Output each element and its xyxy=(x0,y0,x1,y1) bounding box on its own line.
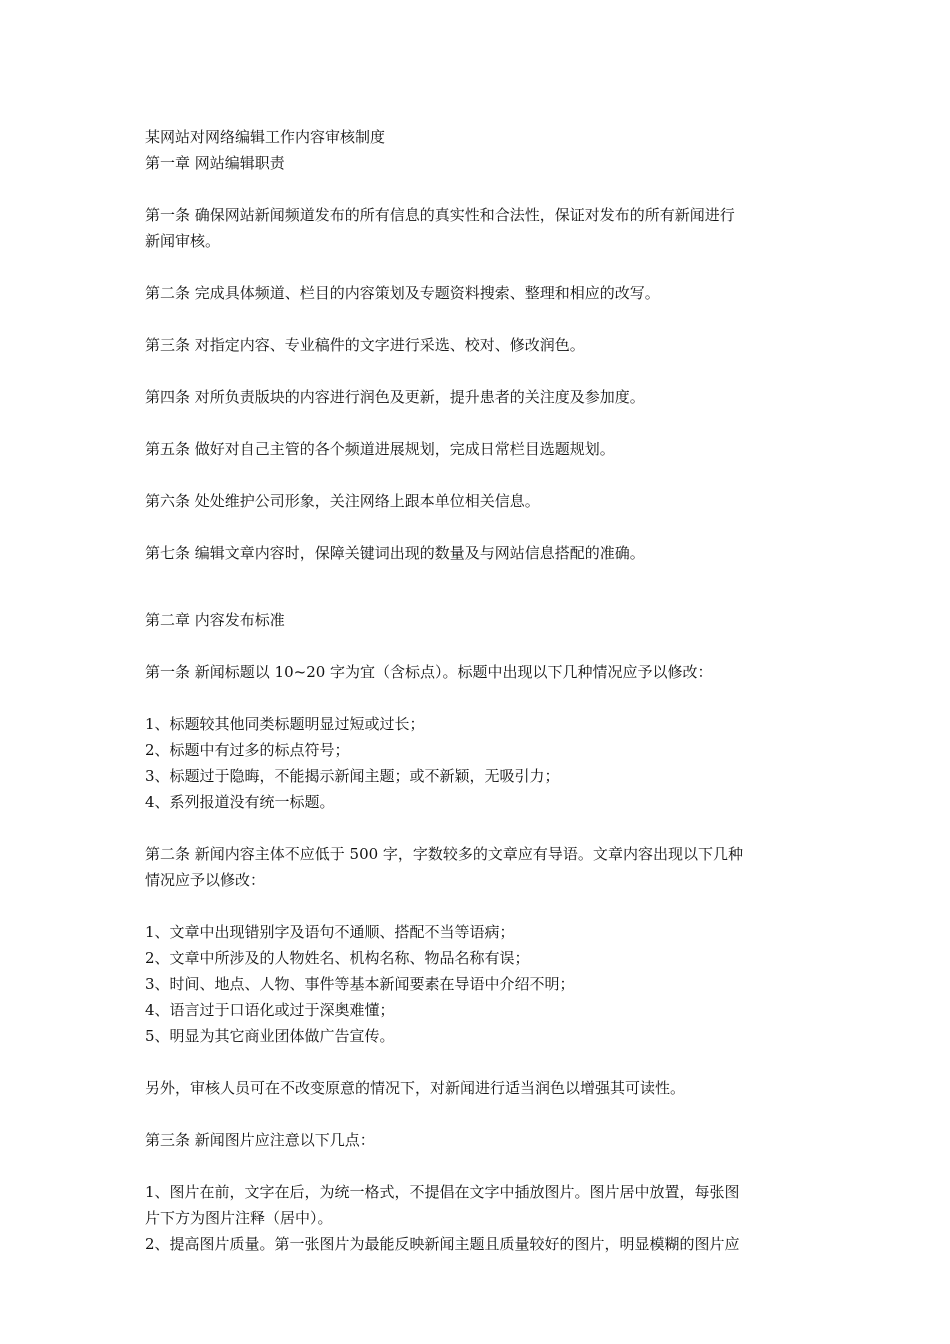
ch2-article-3-list xyxy=(145,1179,813,1257)
list-item: 1、文章中出现错别字及语句不通顺、搭配不当等语病； xyxy=(145,923,515,941)
ch1-article-5: 第五条 做好对自己主管的各个频道进展规划，完成日常栏目选题规划。 xyxy=(145,440,615,458)
list-item-continued: 片下方为图片注释（居中）。 xyxy=(145,1209,333,1227)
ch2-article-1-list xyxy=(145,711,813,815)
ch2-article-2-line-1: 第二条 新闻内容主体不应低于 500 字，字数较多的文章应有导语。文章内容出现以下几种 xyxy=(145,845,743,863)
list-item: 5、明显为其它商业团体做广告宣传。 xyxy=(145,1027,395,1045)
ch1-article-4: 第四条 对所负责版块的内容进行润色及更新，提升患者的关注度及参加度。 xyxy=(145,388,645,406)
list-item: 2、文章中所涉及的人物姓名、机构名称、物品名称有误； xyxy=(145,949,530,967)
ch1-article-1-line-1: 第一条 确保网站新闻频道发布的所有信息的真实性和合法性，保证对发布的所有新闻进行 xyxy=(145,206,735,224)
document-page xyxy=(145,124,813,1257)
chapter-1-heading: 第一章 网站编辑职责 xyxy=(145,154,285,172)
ch1-article-6: 第六条 处处维护公司形象，关注网络上跟本单位相关信息。 xyxy=(145,492,540,510)
list-item: 2、提高图片质量。第一张图片为最能反映新闻主题且质量较好的图片，明显模糊的图片应 xyxy=(145,1235,740,1253)
chapter-2-heading: 第二章 内容发布标准 xyxy=(145,611,285,629)
ch2-article-2-line-2: 情况应予以修改： xyxy=(145,871,266,889)
list-item: 3、标题过于隐晦，不能揭示新闻主题；或不新颖，无吸引力； xyxy=(145,767,560,785)
ch1-article-1-line-2: 新闻审核。 xyxy=(145,232,221,250)
list-item: 4、系列报道没有统一标题。 xyxy=(145,793,335,811)
list-item: 3、时间、地点、人物、事件等基本新闻要素在导语中介绍不明； xyxy=(145,975,575,993)
ch1-article-2: 第二条 完成具体频道、栏目的内容策划及专题资料搜索、整理和相应的改写。 xyxy=(145,284,660,302)
ch2-article-3: 第三条 新闻图片应注意以下几点： xyxy=(145,1131,375,1149)
list-item: 1、标题较其他同类标题明显过短或过长； xyxy=(145,715,425,733)
ch2-article-1: 第一条 新闻标题以 10~20 字为宜（含标点）。标题中出现以下几种情况应予以修改： xyxy=(145,663,713,681)
ch2-note: 另外，审核人员可在不改变原意的情况下，对新闻进行适当润色以增强其可读性。 xyxy=(145,1079,686,1097)
ch1-article-1 xyxy=(145,202,813,254)
list-item: 2、标题中有过多的标点符号； xyxy=(145,741,350,759)
ch2-article-2-list xyxy=(145,919,813,1049)
ch2-article-2 xyxy=(145,841,813,893)
ch1-article-7: 第七条 编辑文章内容时，保障关键词出现的数量及与网站信息搭配的准确。 xyxy=(145,544,645,562)
list-item: 1、图片在前，文字在后，为统一格式，不提倡在文字中插放图片。图片居中放置，每张图 xyxy=(145,1183,740,1201)
document-title: 某网站对网络编辑工作内容审核制度 xyxy=(145,128,386,146)
list-item: 4、语言过于口语化或过于深奥难懂； xyxy=(145,1001,395,1019)
ch1-article-3: 第三条 对指定内容、专业稿件的文字进行采选、校对、修改润色。 xyxy=(145,336,585,354)
